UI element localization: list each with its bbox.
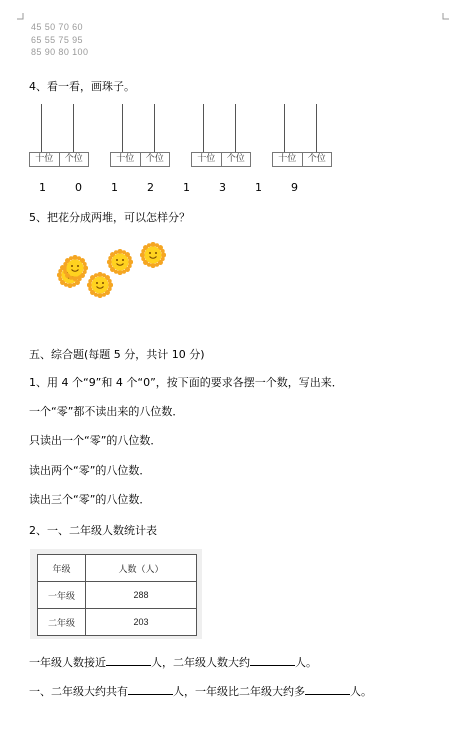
- abacus-4: [272, 104, 332, 166]
- table-row: [38, 582, 197, 609]
- abacus-rod-ones: [316, 104, 317, 152]
- abacus-rod-ones: [73, 104, 74, 152]
- grade-count-table: [37, 554, 197, 636]
- table-header-cell: 年级: [38, 555, 86, 582]
- abacus-rod-tens: [203, 104, 204, 152]
- question-1-line-3: 读出两个“零”的八位数．: [29, 464, 151, 477]
- ones-label: 个位: [145, 154, 164, 164]
- sunflower-icon: [62, 255, 88, 281]
- abacus-2-ones-digit: 2: [147, 181, 154, 194]
- answer-blank[interactable]: [106, 655, 151, 666]
- abacus-rod-tens: [41, 104, 42, 152]
- abacus-3-ones-digit: 3: [219, 181, 226, 194]
- abacus-3-tens-digit: 1: [183, 181, 190, 194]
- answer-blank[interactable]: [305, 684, 350, 695]
- sunflower-icon: [140, 242, 166, 268]
- section-5-heading: 五、综合题(每题 5 分，共计 10 分): [29, 348, 205, 361]
- abacus-1: [29, 104, 89, 166]
- answer-blank[interactable]: [128, 684, 173, 695]
- sentence-part: 一、二年级大约共有: [29, 685, 128, 698]
- question-1-line-4: 读出三个“零”的八位数．: [29, 493, 151, 506]
- section-5-question-2: 2、一、二年级人数统计表: [29, 524, 157, 537]
- abacus-rod-ones: [235, 104, 236, 152]
- abacus-1-ones-digit: 0: [75, 181, 82, 194]
- table-header-row: [38, 555, 197, 582]
- sentence-part: 人。: [295, 656, 317, 669]
- abacus-base: [29, 152, 89, 167]
- sentence-part: 人，二年级人数大约: [151, 656, 250, 669]
- answer-blank[interactable]: [250, 655, 295, 666]
- sentence-part: 一年级人数接近: [29, 656, 106, 669]
- question-1-line-1: 一个“零”都不读出来的八位数．: [29, 405, 184, 418]
- number-row-3: 85 90 80 100: [31, 47, 89, 57]
- sentence-part: 人。: [350, 685, 372, 698]
- question-5-title: 5、把花分成两堆，可以怎样分？: [29, 211, 190, 224]
- abacus-base: [191, 152, 251, 167]
- ones-label: 个位: [64, 154, 83, 164]
- abacus-base: [110, 152, 170, 167]
- abacus-2-tens-digit: 1: [111, 181, 118, 194]
- abacus-rod-tens: [284, 104, 285, 152]
- margin-corner-mark-right: [442, 13, 449, 20]
- abacus-base: [272, 152, 332, 167]
- table-header-cell: 人数（人）: [86, 555, 197, 582]
- grade-count-table-panel: [30, 549, 202, 639]
- number-row-2: 65 55 75 95: [31, 35, 83, 45]
- tens-label: 十位: [111, 153, 141, 166]
- sentence-part: 人，一年级比二年级大约多: [173, 685, 305, 698]
- ones-label: 个位: [226, 154, 245, 164]
- sunflower-icon: [87, 272, 113, 298]
- section-5-question-1: 1、用 4 个“9”和 4 个“0”，按下面的要求各摆一个数，写出来．: [29, 376, 343, 389]
- table-cell: 203: [86, 609, 197, 636]
- abacus-3: [191, 104, 251, 166]
- abacus-4-ones-digit: 9: [291, 181, 298, 194]
- question-1-line-2: 只读出一个“零”的八位数．: [29, 434, 162, 447]
- abacus-rod-ones: [154, 104, 155, 152]
- question-4-title: 4、看一看，画珠子。: [29, 80, 135, 93]
- ones-label: 个位: [307, 154, 326, 164]
- number-row-1: 45 50 70 60: [31, 22, 83, 32]
- table-row: [38, 609, 197, 636]
- fill-in-sentence-1: [29, 654, 317, 670]
- table-cell: 二年级: [38, 609, 86, 636]
- margin-corner-mark-left: [17, 13, 24, 20]
- abacus-4-tens-digit: 1: [255, 181, 262, 194]
- table-cell: 一年级: [38, 582, 86, 609]
- table-cell: 288: [86, 582, 197, 609]
- fill-in-sentence-2: [29, 683, 372, 699]
- abacus-2: [110, 104, 170, 166]
- tens-label: 十位: [273, 153, 303, 166]
- tens-label: 十位: [192, 153, 222, 166]
- abacus-rod-tens: [122, 104, 123, 152]
- abacus-1-tens-digit: 1: [39, 181, 46, 194]
- tens-label: 十位: [30, 153, 60, 166]
